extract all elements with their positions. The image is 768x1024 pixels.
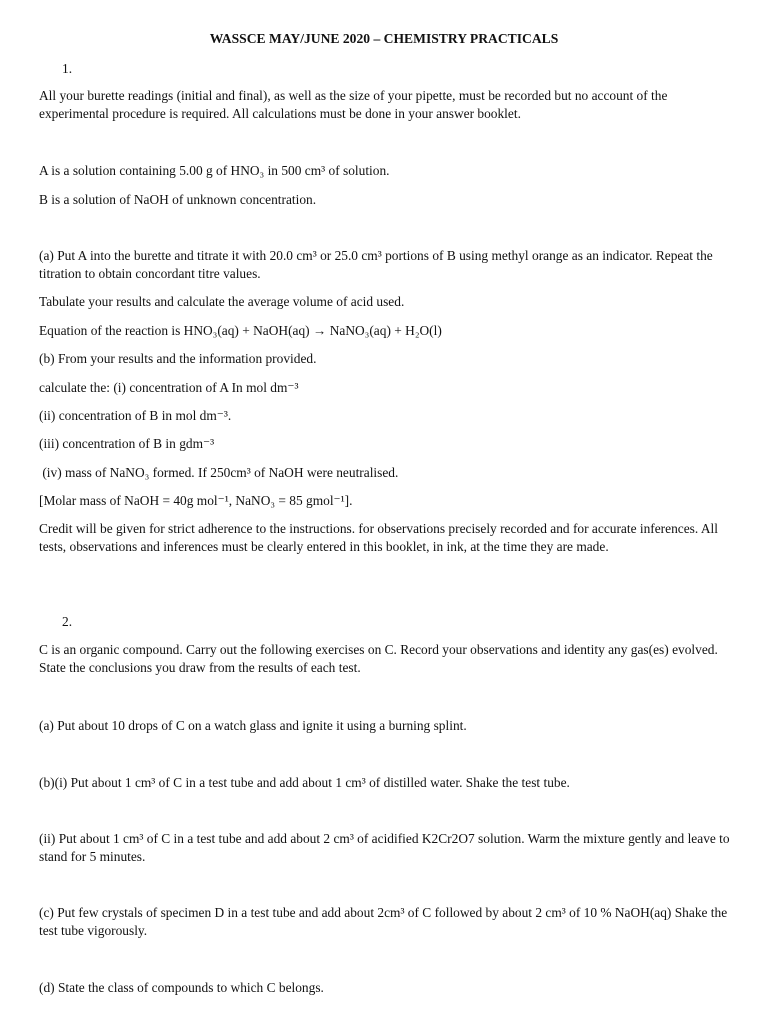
q2-part-b-ii: (ii) Put about 1 cm³ of C in a test tube and add about 2 cm³ of acidified K2Cr2O7 solution. Warm the mixture gently and leave to stand for 5 minutes. [39, 831, 730, 864]
q2-part-d: (d) State the class of compounds to which C belongs. [39, 980, 324, 995]
q1-tabulate: Tabulate your results and calculate the average volume of acid used. [39, 294, 405, 309]
q1-credit: Credit will be given for strict adherence to the instructions. for observations precisely recorded and for accurate inferences. All tests, observations and inferences must be clearly entered in this booklet, in ink, at the time they are made. [39, 521, 718, 554]
q1-equation: Equation of the reaction is HNO₃(aq) + NaOH(aq) → NaNO₃(aq) + H₂O(l) [39, 323, 442, 338]
q1-calc-iii: (iii) concentration of B in gdm⁻³ [39, 436, 215, 451]
q1-calc-iv: (iv) mass of NaNO₃ formed. If 250cm³ of NaOH were neutralised. [39, 465, 399, 480]
question-2-number: 2. [62, 614, 73, 629]
q2-part-a: (a) Put about 10 drops of C on a watch glass and ignite it using a burning splint. [39, 718, 467, 733]
q1-part-a: (a) Put A into the burette and titrate it with 20.0 cm³ or 25.0 cm³ portions of B using methyl orange as an indicator. Repeat the titration to obtain concordant titre values. [39, 248, 713, 281]
q1-part-b: (b) From your results and the information provided. [39, 351, 317, 366]
q1-calc-ii: (ii) concentration of B in mol dm⁻³. [39, 408, 232, 423]
question-1-number: 1. [62, 61, 73, 76]
q1-calc-i: calculate the: (i) concentration of A In mol dm⁻³ [39, 380, 299, 395]
q1-molar-mass: [Molar mass of NaOH = 40g mol⁻¹, NaNO₃ = 85 gmol⁻¹]. [39, 493, 353, 508]
q2-intro: C is an organic compound. Carry out the following exercises on C. Record your observations and identity any gas(es) evolved. State the conclusions you draw from the results of each test. [39, 642, 718, 675]
q1-solution-a: A is a solution containing 5.00 g of HNO₃ in 500 cm³ of solution. [39, 163, 390, 178]
q1-intro: All your burette readings (initial and final), as well as the size of your pipette, must be recorded but no account of the experimental procedure is required. All calculations must be done in your answer booklet. [39, 88, 668, 121]
q2-part-c: (c) Put few crystals of specimen D in a test tube and add about 2cm³ of C followed by about 2 cm³ of 10 % NaOH(aq) Shake the test tube vigorously. [39, 905, 728, 938]
q2-part-b-i: (b)(i) Put about 1 cm³ of C in a test tube and add about 1 cm³ of distilled water. Shake the test tube. [39, 775, 570, 790]
page-title: WASSCE MAY/JUNE 2020 – CHEMISTRY PRACTICALS [209, 31, 559, 46]
q1-solution-b: B is a solution of NaOH of unknown concentration. [39, 192, 317, 207]
